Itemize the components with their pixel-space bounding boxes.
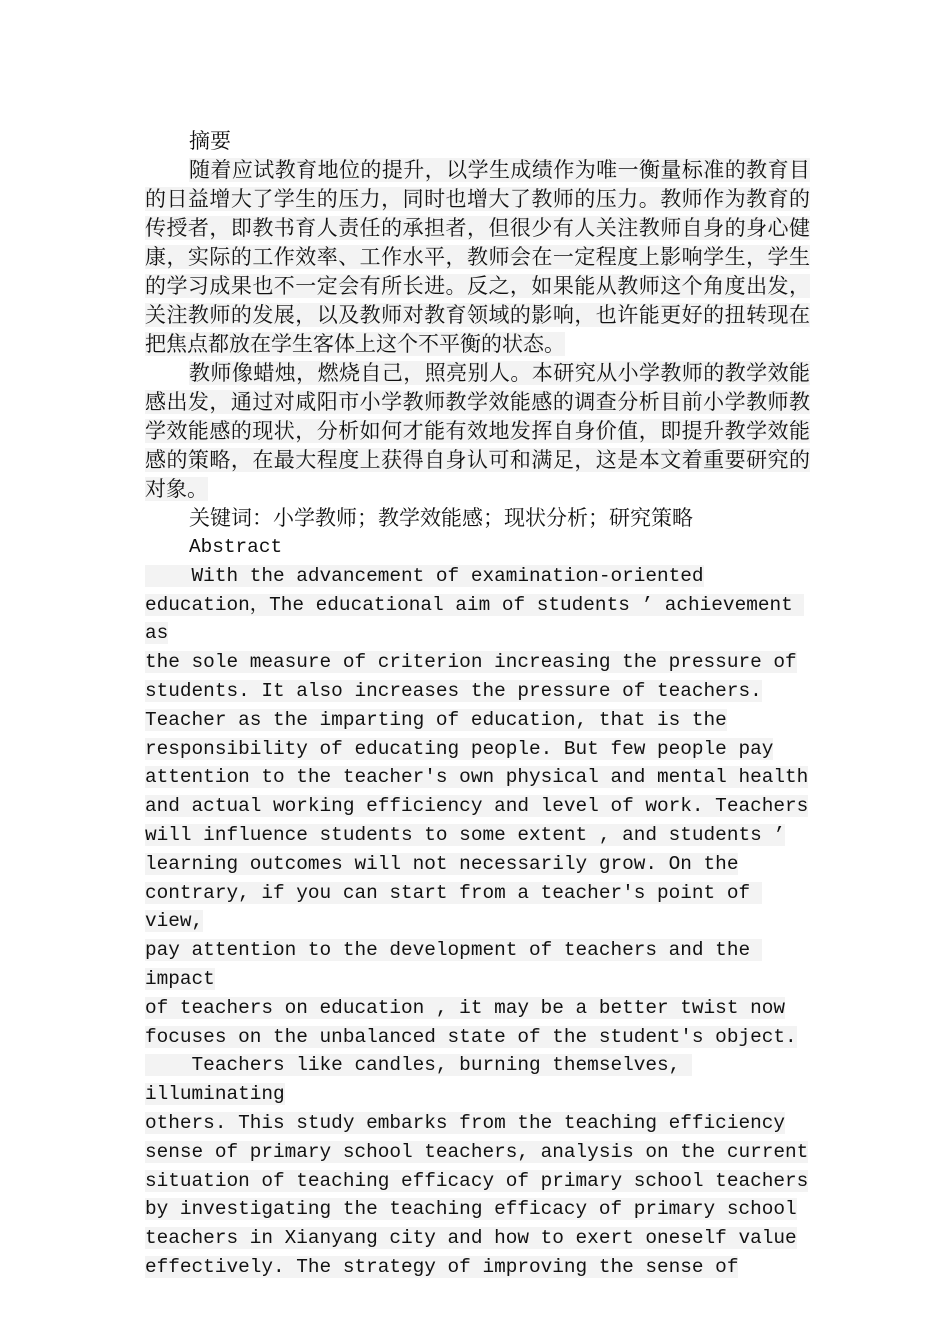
en-line bbox=[145, 677, 810, 706]
en-line bbox=[145, 850, 810, 879]
en-line-text: situation of teaching efficacy of primary school teachers bbox=[145, 1169, 809, 1192]
document-body bbox=[145, 127, 810, 1282]
en-line-text: learning outcomes will not necessarily grow. On the bbox=[145, 852, 739, 875]
en-line-text: attention to the teacher's own physical and mental health bbox=[145, 766, 809, 789]
en-abstract-heading: Abstract bbox=[189, 536, 283, 558]
en-line bbox=[145, 1051, 810, 1109]
cn-abstract-paragraph-2 bbox=[145, 359, 810, 504]
en-line bbox=[145, 821, 810, 850]
en-line-text: effectively. The strategy of improving the sense of bbox=[145, 1255, 739, 1278]
en-line bbox=[145, 1138, 810, 1167]
cn-abstract-paragraph-1 bbox=[145, 156, 810, 359]
en-line bbox=[145, 792, 810, 821]
cn-keywords: 关键词：小学教师；教学效能感；现状分析；研究策略 bbox=[189, 506, 693, 530]
en-line bbox=[145, 1195, 810, 1224]
en-line-text: others. This study embarks from the teaching efficiency bbox=[145, 1111, 785, 1134]
en-line bbox=[145, 1224, 810, 1253]
en-line-text: With the advancement of examination-oriented bbox=[145, 564, 704, 587]
en-line bbox=[145, 1167, 810, 1196]
en-line bbox=[145, 994, 810, 1023]
en-line-text: the sole measure of criterion increasing the pressure of bbox=[145, 651, 797, 674]
en-line bbox=[145, 591, 810, 649]
en-line bbox=[145, 562, 810, 591]
en-line bbox=[145, 1253, 810, 1282]
en-line-text: education，The educational aim of students ’ achievement as bbox=[145, 593, 805, 645]
cn-paragraph-1-text: 随着应试教育地位的提升，以学生成绩作为唯一衡量标准的教育目的日益增大了学生的压力，同时也增大了教师的压力。教师作为教育的传授者，即教书育人责任的承担者，但很少有人关注教师自身的身心健康，实际的工作效率、工作水平，教师会在一定程度上影响学生，学生的学习成果也不一定会有所长进。反之，如果能从教师这个角度出发，关注教师的发展，以及教师对教育领域的影响，也许能更好的扭转现在把焦点都放在学生客体上这个不平衡的状态。 bbox=[145, 158, 810, 356]
en-line bbox=[145, 1109, 810, 1138]
cn-abstract-heading: 摘要 bbox=[189, 129, 231, 153]
en-line-text: by investigating the teaching efficacy of primary school bbox=[145, 1198, 797, 1221]
en-line-text: students. It also increases the pressure of teachers. bbox=[145, 679, 762, 702]
en-line-text: focuses on the unbalanced state of the student's object. bbox=[145, 1025, 797, 1048]
en-line bbox=[145, 648, 810, 677]
en-line-text: Teacher as the imparting of education, that is the bbox=[145, 708, 727, 731]
en-abstract-paragraph-2 bbox=[145, 1051, 810, 1281]
en-line bbox=[145, 936, 810, 994]
en-line-text: pay attention to the development of teachers and the impact bbox=[145, 939, 762, 990]
en-line bbox=[145, 706, 810, 735]
cn-paragraph-2-text: 教师像蜡烛，燃烧自己，照亮别人。本研究从小学教师的教学效能感出发，通过对咸阳市小学教师教学效能感的调查分析目前小学教师教学效能感的现状，分析如何才能有效地发挥自身价值，即提升教学效能感的策略，在最大程度上获得自身认可和满足，这是本文着重要研究的对象。 bbox=[145, 361, 810, 501]
en-line-text: Teachers like candles, burning themselves, illuminating bbox=[145, 1054, 692, 1106]
en-line-text: contrary, if you can start from a teacher's point of view, bbox=[145, 881, 762, 933]
en-line bbox=[145, 763, 810, 792]
en-line bbox=[145, 879, 810, 937]
en-line-text: will influence students to some extent , and students ’ bbox=[145, 823, 785, 846]
en-line-text: and actual working efficiency and level of work. Teachers bbox=[145, 795, 809, 818]
en-line-text: of teachers on education , it may be a better twist now bbox=[145, 996, 785, 1019]
en-line-text: teachers in Xianyang city and how to exert oneself value bbox=[145, 1227, 797, 1250]
en-line-text: sense of primary school teachers, analysis on the current bbox=[145, 1140, 809, 1163]
en-line-text: responsibility of educating people. But few people pay bbox=[145, 737, 774, 760]
en-line bbox=[145, 735, 810, 764]
en-line bbox=[145, 1023, 810, 1052]
en-abstract-paragraph-1 bbox=[145, 562, 810, 1052]
